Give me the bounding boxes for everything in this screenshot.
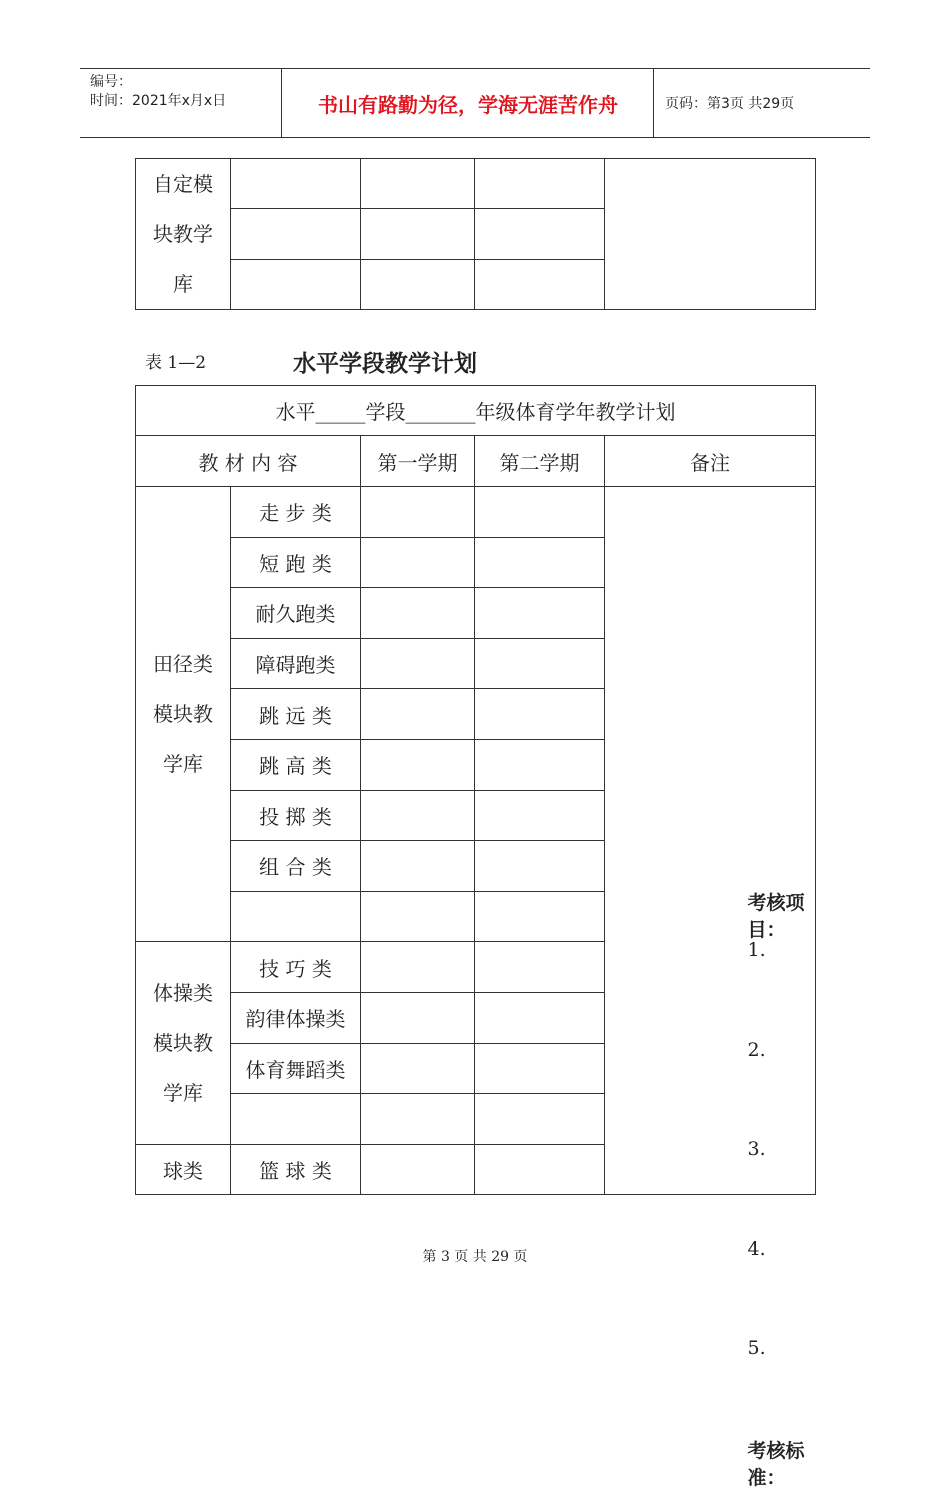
item-cell: 短 跑 类 — [231, 537, 361, 588]
table-cell — [475, 992, 605, 1043]
table-cell — [361, 1094, 475, 1145]
table-cell — [361, 159, 475, 209]
assessment-item: 5. — [747, 1336, 766, 1359]
header-divider — [653, 69, 654, 137]
table-cell — [475, 841, 605, 892]
table-cell — [361, 638, 475, 689]
track-group-label — [136, 487, 231, 942]
table-number: 表 1—2 — [145, 353, 207, 373]
table-cell — [361, 259, 475, 309]
assessment-item: 4. — [747, 1237, 766, 1260]
table-cell — [361, 992, 475, 1043]
header-term1: 第一学期 — [361, 436, 475, 487]
item-cell — [231, 1094, 361, 1145]
header-divider — [281, 69, 282, 137]
item-cell: 耐久跑类 — [231, 588, 361, 639]
plan-title-row: 水平_____学段_______年级体育学年教学计划 — [136, 386, 816, 436]
item-cell: 跳 远 类 — [231, 689, 361, 740]
item-cell: 技 巧 类 — [231, 942, 361, 993]
item-cell — [231, 891, 361, 942]
table-cell — [361, 942, 475, 993]
table-cell — [361, 739, 475, 790]
table-cell — [475, 790, 605, 841]
label-line: 体操类 — [153, 981, 213, 1006]
table-cell — [361, 790, 475, 841]
item-cell: 障碍跑类 — [231, 638, 361, 689]
number-label: 编号： — [90, 74, 132, 90]
header-motto: 书山有路勤为径，学海无涯苦作舟 — [318, 92, 618, 117]
table-cell — [231, 159, 361, 209]
table-cell — [361, 689, 475, 740]
table-cell — [475, 487, 605, 538]
assessment-item: 3. — [747, 1137, 766, 1160]
assessment-item: 2. — [747, 1038, 766, 1061]
table-cell — [475, 739, 605, 790]
item-cell: 篮 球 类 — [231, 1144, 361, 1195]
table-cell — [475, 1094, 605, 1145]
table-cell — [475, 891, 605, 942]
table-cell — [475, 259, 605, 309]
table-cell — [475, 689, 605, 740]
label-line: 自定模 — [153, 172, 213, 196]
item-cell: 跳 高 类 — [231, 739, 361, 790]
table-cell — [475, 1043, 605, 1094]
table-cell — [361, 841, 475, 892]
table-cell — [361, 487, 475, 538]
item-cell: 组 合 类 — [231, 841, 361, 892]
table-cell — [361, 1144, 475, 1195]
item-cell: 韵律体操类 — [231, 992, 361, 1043]
table-cell — [361, 209, 475, 259]
page-footer: 第 3 页 共 29 页 — [422, 1249, 528, 1265]
custom-module-table — [135, 158, 816, 310]
assessment-item: 1. — [747, 938, 766, 961]
label-line: 模块教 — [153, 1031, 213, 1056]
item-cell: 走 步 类 — [231, 487, 361, 538]
label-line: 田径类 — [153, 652, 213, 677]
label-line: 模块教 — [153, 702, 213, 727]
label-line: 块教学 — [153, 222, 213, 246]
label-line: 学库 — [163, 752, 203, 777]
table-cell — [605, 159, 816, 310]
standard-title: 考核标准： — [747, 1439, 805, 1489]
table-cell — [231, 259, 361, 309]
item-cell: 体育舞蹈类 — [231, 1043, 361, 1094]
table-cell — [361, 537, 475, 588]
header-content: 教 材 内 容 — [136, 436, 361, 487]
gym-group-label — [136, 942, 231, 1144]
table-cell — [475, 588, 605, 639]
table-cell — [475, 942, 605, 993]
table-cell — [475, 537, 605, 588]
custom-module-label — [136, 159, 231, 310]
header-page-info: 页码：第3页 共29页 — [665, 96, 795, 112]
label-line: 学库 — [163, 1081, 203, 1106]
table-cell — [361, 588, 475, 639]
header-remarks: 备注 — [605, 436, 816, 487]
time-label: 时间：2021年x月x日 — [90, 93, 227, 109]
ball-group-label: 球类 — [136, 1144, 231, 1195]
table-title: 水平学段教学计划 — [293, 351, 477, 377]
item-cell: 投 掷 类 — [231, 790, 361, 841]
header-meta — [80, 69, 280, 137]
label-line: 库 — [173, 272, 193, 296]
remarks-cell — [605, 487, 816, 1489]
table-cell — [361, 891, 475, 942]
table-cell — [231, 209, 361, 259]
header-term2: 第二学期 — [475, 436, 605, 487]
table-cell — [361, 1043, 475, 1094]
assessment-title: 考核项目： — [747, 891, 805, 941]
page-header — [80, 68, 870, 138]
table-cell — [475, 209, 605, 259]
table-cell — [475, 159, 605, 209]
table-cell — [475, 1144, 605, 1195]
table-cell — [475, 638, 605, 689]
